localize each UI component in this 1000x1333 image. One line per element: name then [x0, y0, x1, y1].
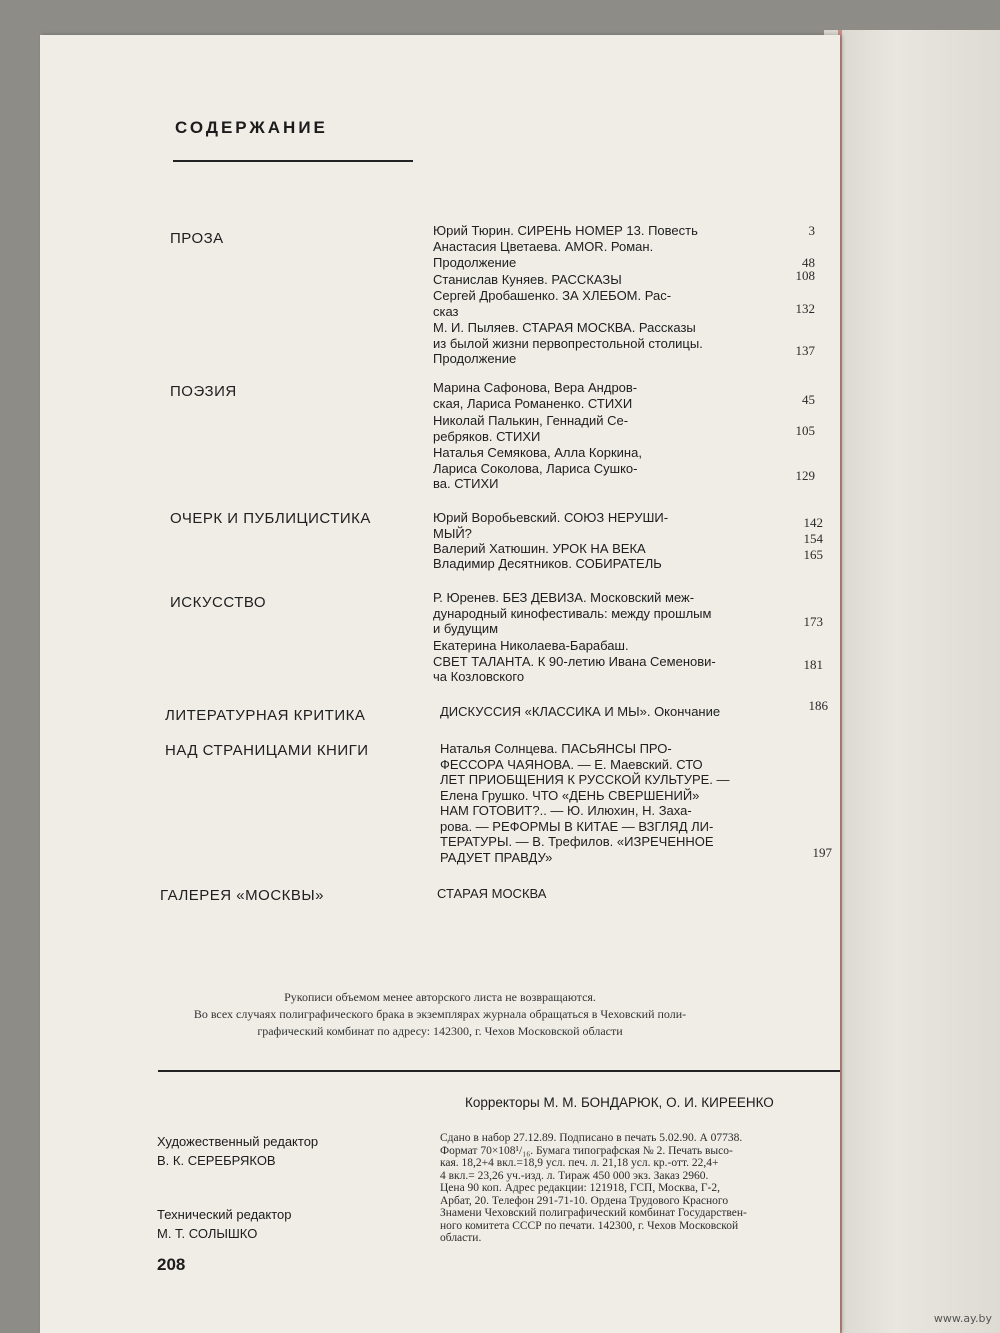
- toc-entry: Валерий Хатюшин. УРОК НА ВЕКА: [433, 541, 646, 556]
- toc-page-number: 108: [795, 268, 815, 283]
- toc-entry: Сергей Дробашенко. ЗА ХЛЕБОМ. Рас- сказ: [433, 288, 672, 319]
- section-title-books: НАД СТРАНИЦАМИ КНИГИ: [165, 742, 369, 759]
- toc-entry: Юрий Тюрин. СИРЕНЬ НОМЕР 13. Повесть: [433, 223, 698, 238]
- toc-entry: Р. Юренев. БЕЗ ДЕВИЗА. Московский меж- дународный кинофестиваль: между прошлым и будущим: [433, 590, 712, 636]
- art-editor-name: В. К. СЕРЕБРЯКОВ: [157, 1153, 276, 1168]
- toc-page-number: 132: [795, 301, 815, 316]
- section-title-gallery: ГАЛЕРЕЯ «МОСКВЫ»: [160, 887, 325, 904]
- tech-editor-name: М. Т. СОЛЫШКО: [157, 1226, 258, 1241]
- toc-page-number: 154: [803, 531, 823, 546]
- magazine-cover-back: [824, 30, 1000, 1333]
- page-heading: СОДЕРЖАНИЕ: [175, 118, 328, 137]
- toc-entry: Марина Сафонова, Вера Андров- ская, Лариса Романенко. СТИХИ: [433, 380, 638, 411]
- notice-line: Во всех случаях полиграфического брака в экземплярах журнала обращаться в Чеховский поли-: [193, 1007, 687, 1021]
- toc-entry: Станислав Куняев. РАССКАЗЫ: [433, 272, 622, 287]
- toc-entry: Владимир Десятников. СОБИРАТЕЛЬ: [433, 556, 662, 571]
- section-title-criticism: ЛИТЕРАТУРНАЯ КРИТИКА: [165, 707, 366, 724]
- watermark: www.ay.by: [933, 1312, 992, 1325]
- toc-entry: Наталья Семякова, Алла Коркина, Лариса Соколова, Лариса Сушко- ва. СТИХИ: [433, 445, 642, 491]
- toc-page-number: 186: [808, 698, 828, 713]
- section-title-poetry: ПОЭЗИЯ: [170, 383, 237, 400]
- imprint-block: Сдано в набор 27.12.89. Подписано в печать 5.02.90. А 07738. Формат 70×108¹/₁₆. Бумага типографская № 2. Печать высо- кая. 18,2+4 вкл.=18,9 усл. печ. л. 21,18 усл. кр.-отт. 22,4+ 4 вкл.= 23,26 уч.-изд. л. Тираж 450 000 экз. Заказ 2960. Цена 90 коп. Адрес редакции: 121918, ГСП, Москва, Г-2, Арбат, 20. Телефон 291-71-10. Ордена Трудового Красного Знамени Чеховский полиграфический комбинат Государствен- ного комитета СССР по печати. 142300, г. Чехов Московской области.: [440, 1132, 747, 1244]
- correctors-credit: Корректоры М. М. БОНДАРЮК, О. И. КИРЕЕНКО: [465, 1095, 774, 1110]
- toc-page-number: 142: [803, 515, 823, 530]
- toc-page-number: 197: [812, 845, 832, 860]
- toc-entry: ДИСКУССИЯ «КЛАССИКА И МЫ». Окончание: [440, 704, 721, 719]
- heading-rule: [173, 160, 413, 162]
- notice-line: графический комбинат по адресу: 142300, г. Чехов Московской области: [257, 1024, 623, 1038]
- toc-entry: Николай Палькин, Геннадий Се- ребряков. СТИХИ: [433, 413, 629, 444]
- toc-page-number: 181: [803, 657, 823, 672]
- toc-entry: Наталья Солнцева. ПАСЬЯНСЫ ПРО- ФЕССОРА ЧАЯНОВА. — Е. Маевский. СТО ЛЕТ ПРИОБЩЕНИЯ К РУССКОЙ КУЛЬТУРЕ. — Елена Грушко. ЧТО «ДЕНЬ СВЕРШЕНИЙ» НАМ ГОТОВИТ?.. — Ю. Илюхин, Н. Заха- рова. — РЕФОРМЫ В КИТАЕ — ВЗГЛЯД ЛИ- ТЕРАТУРЫ. — В. Трефилов. «ИЗРЕЧЕННОЕ РАДУЕТ ПРАВДУ»: [440, 741, 730, 865]
- toc-page-number: 105: [795, 423, 815, 438]
- toc-entry: Юрий Воробьевский. СОЮЗ НЕРУШИ- МЫЙ?: [433, 510, 669, 541]
- toc-page-number: 137: [795, 343, 815, 358]
- toc-page-number: 173: [803, 614, 823, 629]
- art-editor-label: Художественный редактор: [157, 1134, 319, 1149]
- page-number: 208: [157, 1255, 186, 1274]
- footer-rule: [158, 1070, 840, 1072]
- toc-entry: М. И. Пыляев. СТАРАЯ МОСКВА. Рассказы из былой жизни первопрестольной столицы. Продолжение: [433, 320, 703, 366]
- toc-page-number: 48: [802, 255, 815, 270]
- toc-page-number: 165: [803, 547, 823, 562]
- tech-editor-label: Технический редактор: [157, 1207, 292, 1222]
- toc-entry: СТАРАЯ МОСКВА: [437, 886, 547, 901]
- toc-page-number: 3: [808, 223, 815, 238]
- section-title-art: ИСКУССТВО: [170, 594, 267, 611]
- notice-line: Рукописи объемом менее авторского листа не возвращаются.: [284, 990, 596, 1004]
- toc-entry: Екатерина Николаева-Барабаш. СВЕТ ТАЛАНТА. К 90-летию Ивана Семенови- ча Козловского: [433, 638, 716, 684]
- toc-page-number: 129: [795, 468, 815, 483]
- toc-page-number: 45: [802, 392, 815, 407]
- toc-entry: Анастасия Цветаева. AMOR. Роман. Продолжение: [433, 239, 654, 270]
- contents-page: [40, 35, 840, 1333]
- section-title-prose: ПРОЗА: [170, 230, 224, 247]
- section-title-essays: ОЧЕРК И ПУБЛИЦИСТИКА: [170, 510, 371, 527]
